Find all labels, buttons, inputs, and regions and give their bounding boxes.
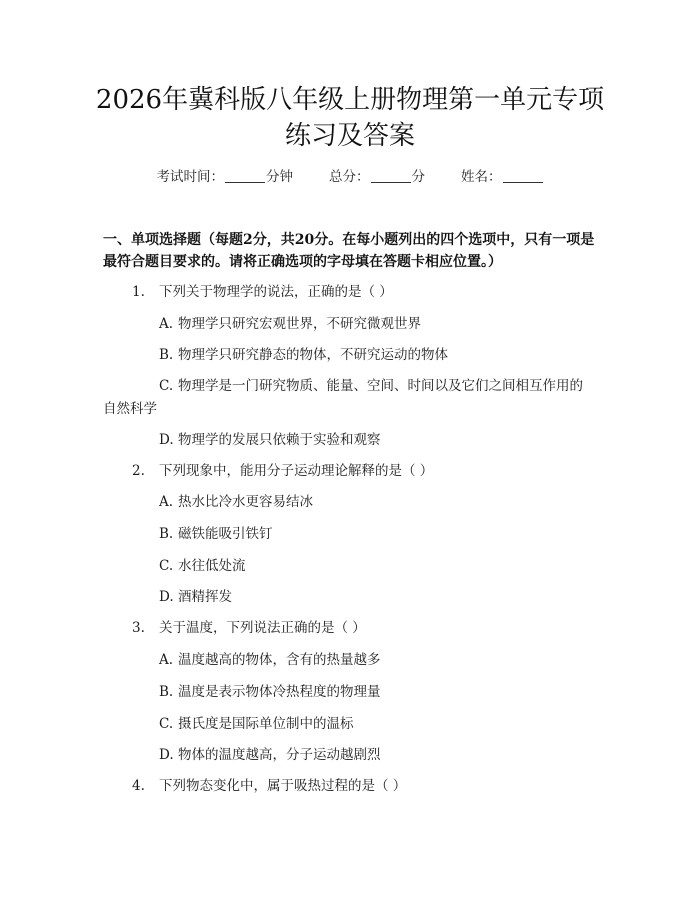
name-label: 姓名：: [461, 169, 502, 185]
question-3: [132, 617, 366, 639]
question-number: 3.: [132, 620, 145, 636]
question-number: 1.: [132, 284, 145, 300]
document-title-line1: 2026年冀科版八年级上册物理第一单元专项: [95, 85, 605, 115]
question-number: 2.: [132, 463, 145, 479]
score-blank: [371, 168, 411, 183]
time-label: 考试时间：: [156, 169, 224, 185]
question-1: [132, 281, 393, 303]
name-blank: [503, 168, 543, 183]
question-1-option-a: A. 物理学只研究宏观世界，不研究微观世界: [159, 316, 421, 332]
time-unit: 分钟: [266, 169, 293, 185]
question-1-option-c: C. 物理学是一门研究物质、能量、空间、时间以及它们之间相互作用的: [159, 378, 583, 394]
question-3-option-c: C. 摄氏度是国际单位制中的温标: [159, 716, 354, 732]
section-heading-line1: 一、单项选择题（每题2分，共20分。在每小题列出的四个选项中，只有一项是: [103, 232, 595, 248]
question-2-option-d: D. 酒精挥发: [159, 589, 232, 605]
question-text: 关于温度，下列说法正确的是（ ）: [159, 620, 366, 636]
time-blank: [225, 168, 265, 183]
question-text: 下列关于物理学的说法，正确的是（ ）: [159, 284, 393, 300]
question-number: 4.: [132, 778, 145, 794]
question-2: [132, 460, 433, 482]
question-2-option-a: A. 热水比冷水更容易结冰: [159, 494, 313, 510]
question-4: [132, 775, 406, 797]
section-heading-line2: 最符合题目要求的。请将正确选项的字母填在答题卡相应位置。）: [103, 254, 502, 270]
question-1-option-b: B. 物理学只研究静态的物体，不研究运动的物体: [159, 347, 448, 363]
question-text: 下列物态变化中，属于吸热过程的是（ ）: [159, 778, 407, 794]
score-label: 总分：: [329, 169, 370, 185]
exam-info-line: [0, 166, 700, 188]
document-title-line2: 练习及答案: [284, 121, 415, 151]
question-3-option-b: B. 温度是表示物体冷热程度的物理量: [159, 684, 381, 700]
question-1-option-c-continuation: 自然科学: [103, 401, 157, 417]
question-2-option-b: B. 磁铁能吸引铁钉: [159, 526, 273, 542]
question-1-option-d: D. 物理学的发展只依赖于实验和观察: [159, 432, 381, 448]
question-text: 下列现象中，能用分子运动理论解释的是（ ）: [159, 463, 434, 479]
question-3-option-d: D. 物体的温度越高，分子运动越剧烈: [159, 747, 381, 763]
question-3-option-a: A. 温度越高的物体，含有的热量越多: [159, 652, 381, 668]
score-unit: 分: [411, 169, 425, 185]
question-2-option-c: C. 水往低处流: [159, 558, 246, 574]
